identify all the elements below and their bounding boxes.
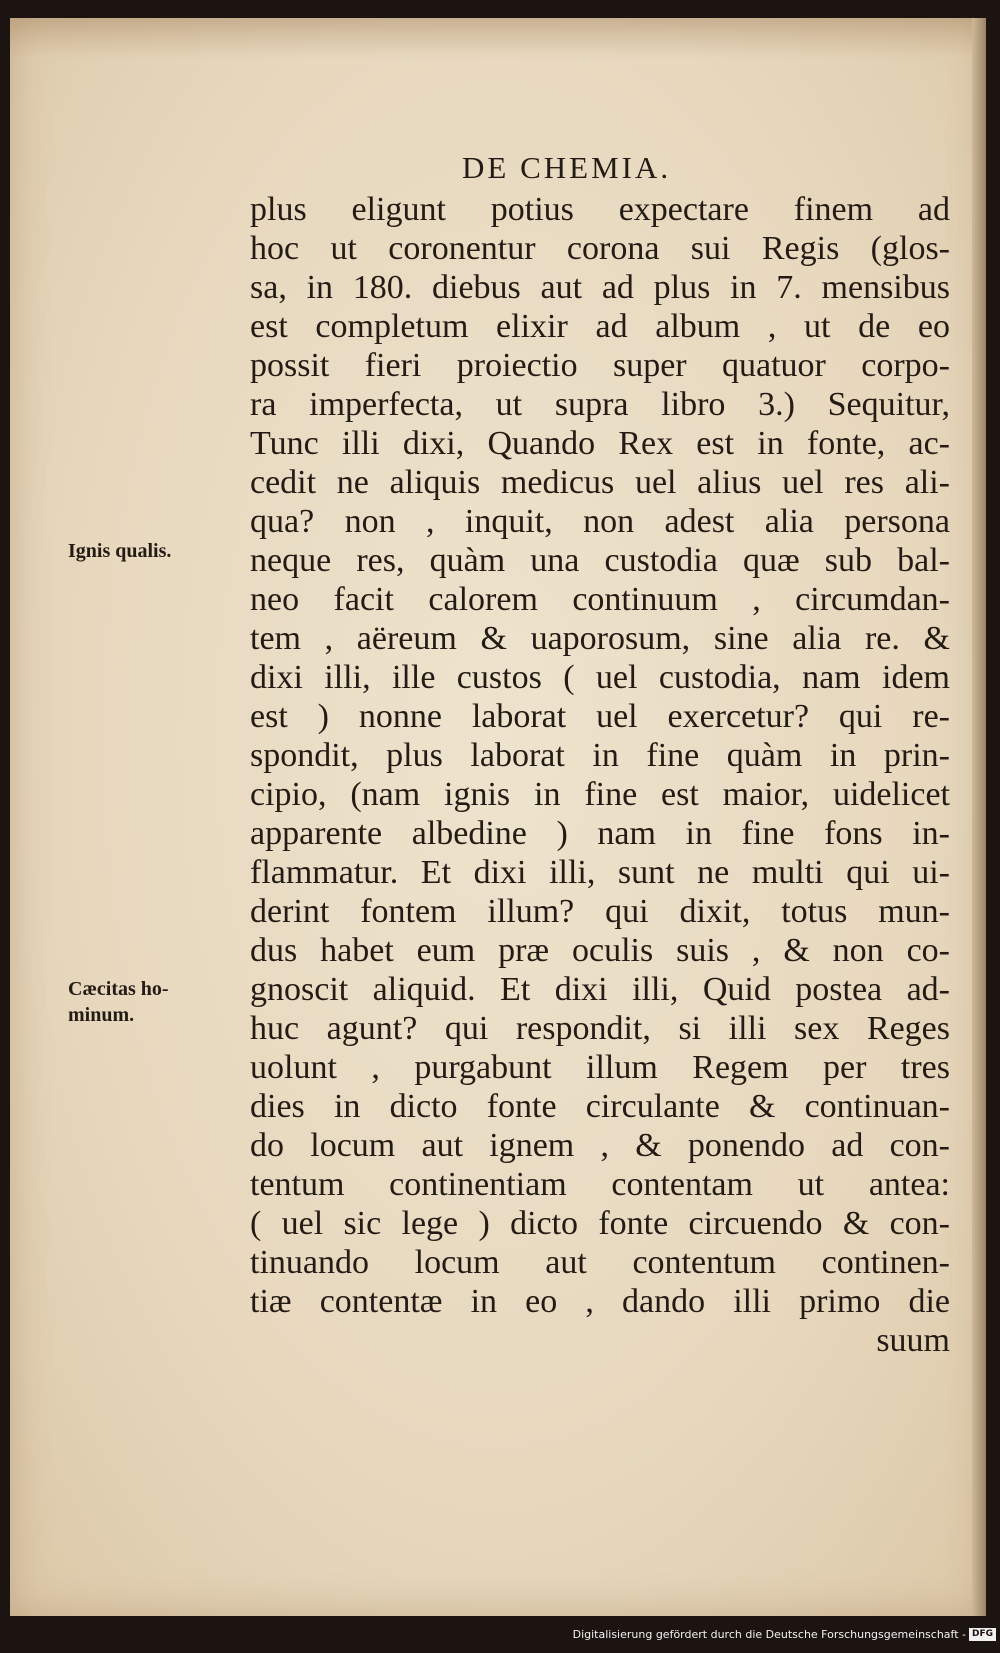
text-line: neo facit calorem continuum , circumdan- bbox=[250, 581, 950, 618]
text-line: dus habet eum præ oculis suis , & non co- bbox=[250, 932, 950, 969]
page-edge bbox=[972, 18, 986, 1616]
text-line: Tunc illi dixi, Quando Rex est in fonte, ac- bbox=[250, 425, 950, 462]
text-line: derint fontem illum? qui dixit, totus mun- bbox=[250, 893, 950, 930]
text-line: cedit ne aliquis medicus uel alius uel res ali- bbox=[250, 464, 950, 501]
credit-text: Digitalisierung gefördert durch die Deutsche Forschungsgemeinschaft - bbox=[572, 1628, 966, 1641]
text-line: possit fieri proiectio super quatuor corpo- bbox=[250, 347, 950, 384]
text-line: est ) nonne laborat uel exercetur? qui re- bbox=[250, 698, 950, 735]
text-line: plus eligunt potius expectare finem ad bbox=[250, 191, 950, 228]
marginal-note-line: Ignis qualis. bbox=[68, 540, 172, 562]
text-line: tem , aëreum & uaporosum, sine alia re. & bbox=[250, 620, 950, 657]
catchword: suum bbox=[876, 1322, 950, 1359]
text-line: ( uel sic lege ) dicto fonte circuendo & con- bbox=[250, 1205, 950, 1242]
text-line: ra imperfecta, ut supra libro 3.) Sequitur, bbox=[250, 386, 950, 423]
text-line: do locum aut ignem , & ponendo ad con- bbox=[250, 1127, 950, 1164]
text-line: dixi illi, ille custos ( uel custodia, nam idem bbox=[250, 659, 950, 696]
text-line: huc agunt? qui respondit, si illi sex Reges bbox=[250, 1010, 950, 1047]
text-line: gnoscit aliquid. Et dixi illi, Quid postea ad- bbox=[250, 971, 950, 1008]
text-line: neque res, quàm una custodia quæ sub bal- bbox=[250, 542, 950, 579]
dfg-logo: DFG bbox=[969, 1628, 996, 1641]
text-line: tentum continentiam contentam ut antea: bbox=[250, 1166, 950, 1203]
text-line: cipio, (nam ignis in fine est maior, uidelicet bbox=[250, 776, 950, 813]
text-line: spondit, plus laborat in fine quàm in prin- bbox=[250, 737, 950, 774]
text-line: tinuando locum aut contentum continen- bbox=[250, 1244, 950, 1281]
text-line: flammatur. Et dixi illi, sunt ne multi qui ui- bbox=[250, 854, 950, 891]
text-line: uolunt , purgabunt illum Regem per tres bbox=[250, 1049, 950, 1086]
marginal-note-caecitas bbox=[68, 976, 169, 1028]
marginal-note-line: Cæcitas ho- bbox=[68, 978, 169, 1000]
book-page bbox=[10, 18, 986, 1616]
marginal-note-line: minum. bbox=[68, 1004, 135, 1026]
text-line: hoc ut coronentur corona sui Regis (glos- bbox=[250, 230, 950, 267]
text-line: tiæ contentæ in eo , dando illi primo die bbox=[250, 1283, 950, 1320]
marginal-note-ignis bbox=[68, 538, 171, 564]
digitization-credit bbox=[573, 1628, 996, 1641]
text-line: est completum elixir ad album , ut de eo bbox=[250, 308, 950, 345]
text-line: dies in dicto fonte circulante & continuan- bbox=[250, 1088, 950, 1125]
text-line: apparente albedine ) nam in fine fons in- bbox=[250, 815, 950, 852]
text-line: qua? non , inquit, non adest alia persona bbox=[250, 503, 950, 540]
running-title: DE CHEMIA. bbox=[462, 150, 672, 185]
body-text bbox=[250, 190, 950, 1360]
text-line: sa, in 180. diebus aut ad plus in 7. mensibus bbox=[250, 269, 950, 306]
